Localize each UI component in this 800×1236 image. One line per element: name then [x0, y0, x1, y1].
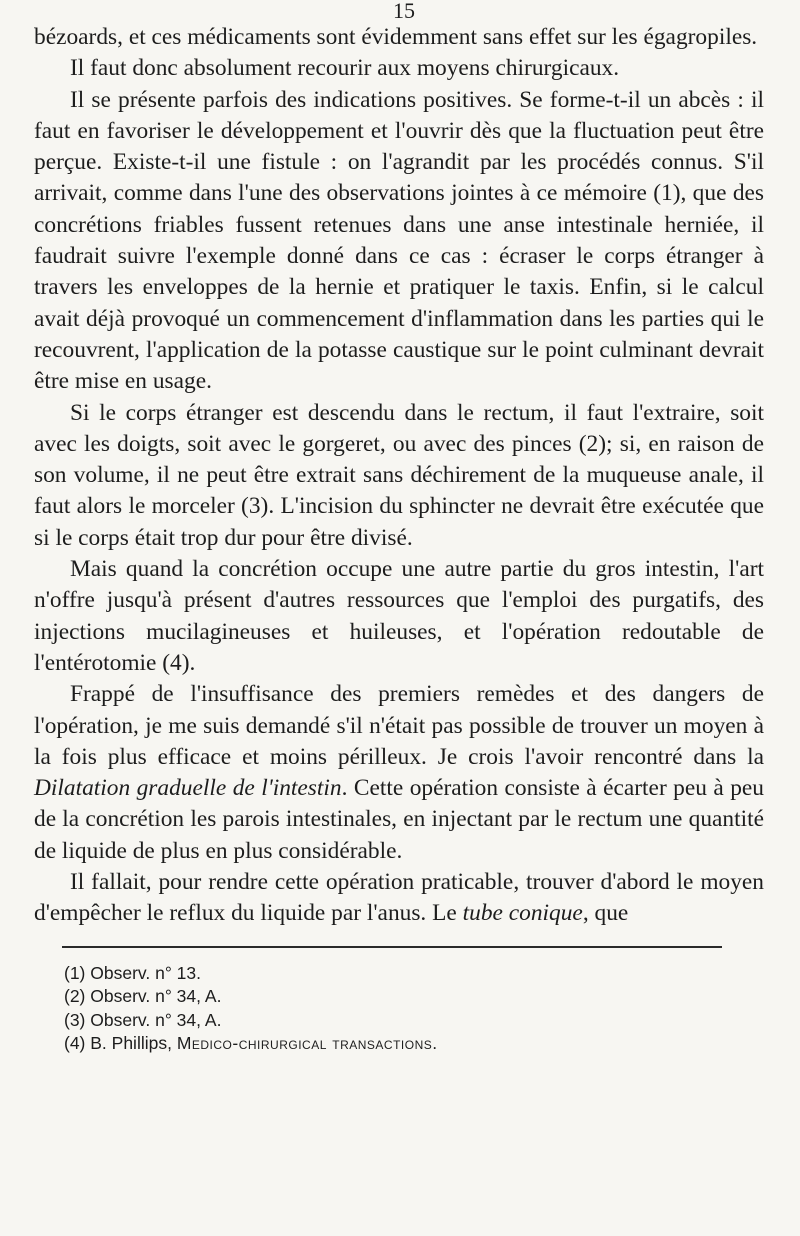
footnote-text: . [432, 1033, 438, 1054]
footnote-divider [62, 946, 722, 948]
emphasis-dilatation: Dilatation graduelle de l'intestin [34, 775, 342, 802]
paragraph-dilatation [34, 679, 764, 867]
emphasis-tube: tube conique [462, 900, 583, 927]
paragraph-tube [34, 867, 764, 930]
paragraph-text: , que [582, 900, 629, 927]
journal-title: Medico-chirurgical transactions [176, 1033, 433, 1054]
paragraph-text: . Cette opération consiste à écarter peu à peu de la concrétion les parois intestinales, en injectant par le rectum une quantité de liquide de plus en plus considérable. [34, 775, 764, 864]
footnote: (3) Observ. n° 34, A. [64, 1009, 222, 1030]
paragraph: Il se présente parfois des indications positives. Se forme-t-il un abcès : il faut en favoriser le développement et l'ouvrir dès que la fluctuation peut être perçue. Existe-t-il une fistule : on l'agrandit par les procédés connus. S'il arrivait, comme dans l'une des observations jointes à ce mémoire (1), que des concrétions friables fussent retenues dans une anse intestinale herniée, il faudrait suivre l'exemple donné dans ce cas : écraser le corps étranger à travers les enveloppes de la hernie et pratiquer le taxis. Enfin, si le calcul avait déjà provoqué un commencement d'inflammation dans les parties qui le recouvrent, l'application de la potasse caustique sur le point culminant devrait être mise en usage. [34, 86, 764, 395]
paragraph: Si le corps étranger est descendu dans le rectum, il faut l'extraire, soit avec les doigts, soit avec le gorgeret, ou avec des pinces (2); si, en raison de son volume, il ne peut être extrait sans déchirement de la muqueuse anale, il faut alors le morceler (3). L'incision du sphincter ne devrait être exécutée que si le corps était trop dur pour être divisé. [34, 399, 764, 551]
paragraph: bézoards, et ces médicaments sont évidemment sans effet sur les égagropiles. [34, 24, 758, 50]
footnote [64, 1032, 764, 1056]
main-text [34, 22, 764, 930]
paragraph: Mais quand la concrétion occupe une autre partie du gros intestin, l'art n'offre jusqu'à présent d'autres ressources que l'emploi des purgatifs, des injections mucilagineuses et huileuses, et l'opération redoutable de l'entérotomie (4). [34, 556, 764, 676]
footnotes [34, 962, 764, 1056]
footnote: (1) Observ. n° 13. [64, 962, 202, 983]
paragraph-text: Il fallait, pour rendre cette opération praticable, trouver d'abord le moyen d'empêcher le reflux du liquide par l'anus. Le [34, 869, 764, 927]
paragraph: Il faut donc absolument recourir aux moyens chirurgicaux. [70, 55, 620, 82]
page-number: 15 [393, 0, 415, 23]
footnote-text: (4) B. Phillips, [64, 1033, 177, 1054]
footnote: (2) Observ. n° 34, A. [64, 986, 222, 1007]
paragraph-text: Frappé de l'insuffisance des premiers remèdes et des dangers de l'opération, je me suis demandé s'il n'était pas possible de trouver un moyen à la fois plus efficace et moins périlleux. Je crois l'avoir rencontré dans la [34, 681, 764, 770]
